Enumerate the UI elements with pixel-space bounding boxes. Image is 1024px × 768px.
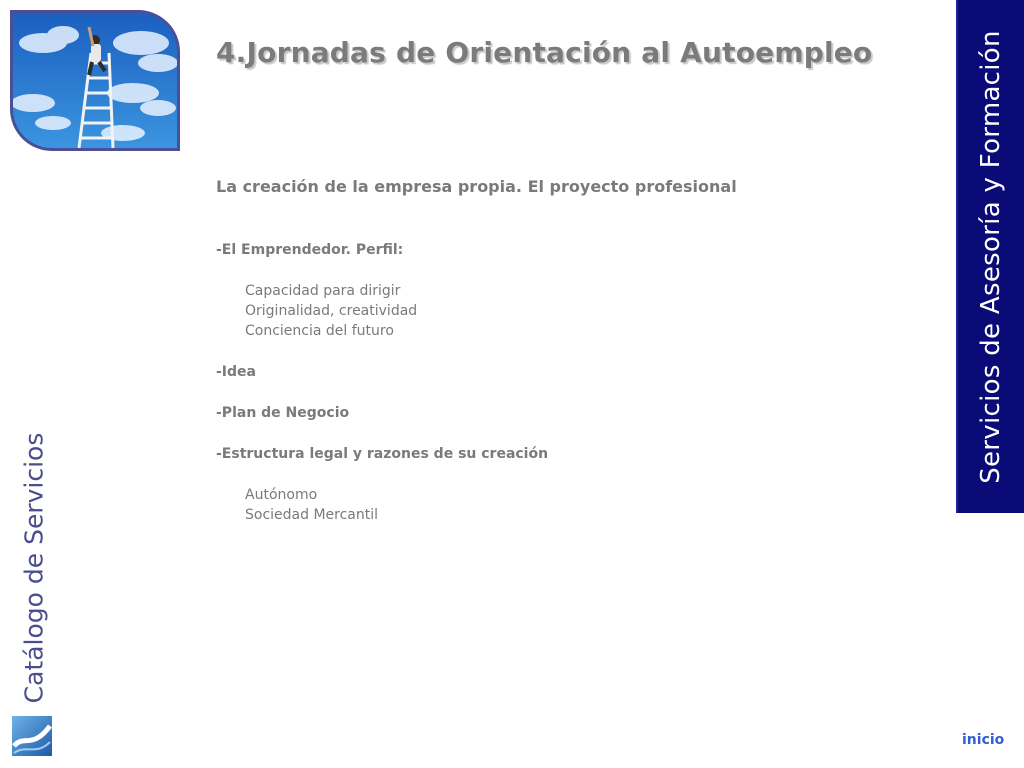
list-item: Originalidad, creatividad xyxy=(245,303,418,319)
list-item: Conciencia del futuro xyxy=(245,323,394,339)
inicio-link[interactable]: inicio xyxy=(962,732,1005,748)
hero-image-ladder xyxy=(10,10,180,151)
list-item: Capacidad para dirigir xyxy=(245,283,401,299)
list-item: Autónomo xyxy=(245,487,318,503)
section-heading-emprendedor: -El Emprendedor. Perfil: xyxy=(216,242,404,258)
section-heading-idea: -Idea xyxy=(216,364,256,380)
list-item: Sociedad Mercantil xyxy=(245,507,379,523)
company-logo-icon xyxy=(12,716,52,756)
ladder-sky-illustration xyxy=(13,13,177,148)
section-heading-estructura-legal: -Estructura legal y razones de su creación xyxy=(216,446,549,462)
side-banner xyxy=(956,0,1024,513)
content-block xyxy=(216,176,916,525)
section-heading-plan-negocio: -Plan de Negocio xyxy=(216,405,350,421)
page-title: 4.Jornadas de Orientación al Autoempleo xyxy=(216,36,873,69)
content-subtitle: La creación de la empresa propia. El proyecto profesional xyxy=(216,177,737,196)
catalog-label: Catálogo de Servicios xyxy=(19,432,49,704)
side-banner-text: Servicios de Asesoría y Formación xyxy=(976,29,1006,484)
